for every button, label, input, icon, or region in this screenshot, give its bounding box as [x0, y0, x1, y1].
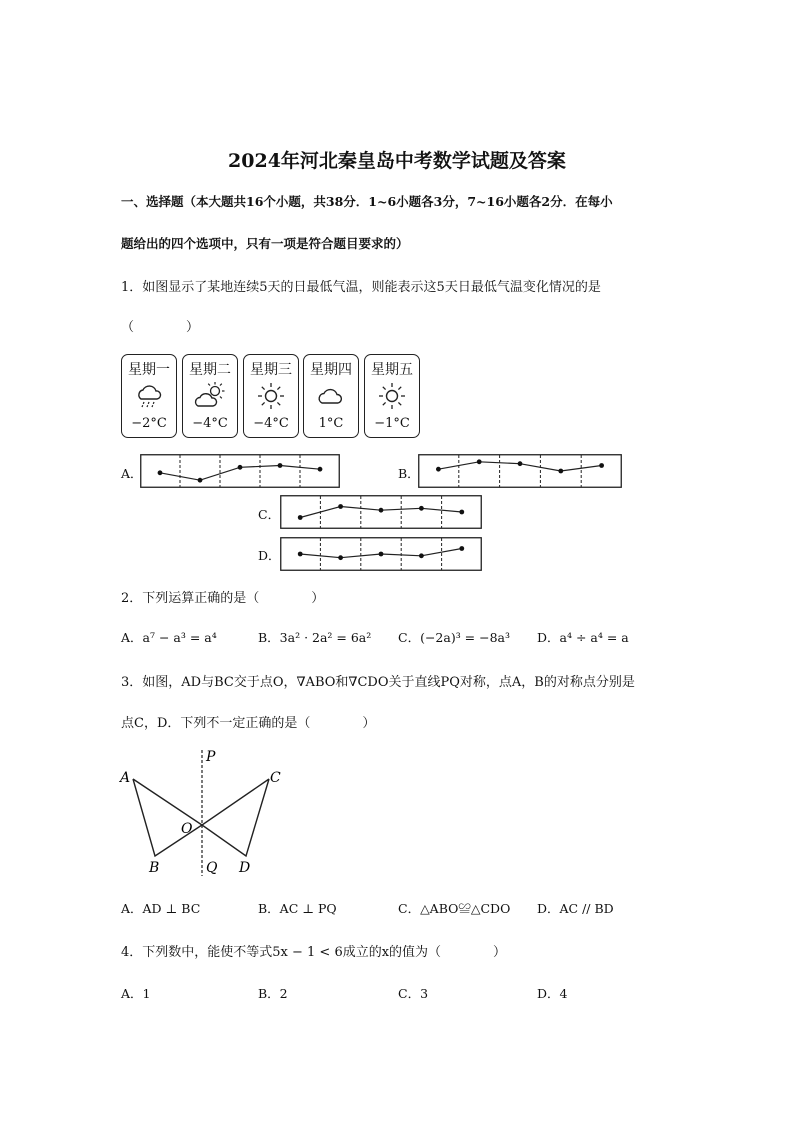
graph-point-a-3	[238, 465, 243, 470]
weather-card-temp: −4°C	[253, 416, 289, 431]
q1-option-c-label: C．	[258, 507, 281, 522]
weather-card-day: 星期二	[189, 362, 231, 378]
graph-point-b-2	[477, 459, 482, 464]
rain-cloud-icon	[134, 381, 164, 411]
graph-point-c-5	[459, 510, 464, 515]
weather-card-1	[121, 354, 177, 438]
q2-option-d: D．a⁴ ÷ a⁴ = a	[537, 630, 629, 645]
graph-frame	[419, 455, 622, 488]
section-heading-line-2: 题给出的四个选项中，只有一项是符合题目要求的）	[121, 236, 409, 251]
graph-point-d-1	[298, 552, 303, 557]
triangle-cdo	[202, 779, 269, 856]
graph-point-c-1	[298, 515, 303, 520]
q1-option-a-graph	[140, 454, 340, 488]
q3-geometry-figure	[118, 748, 293, 878]
q4-option-a: A．1	[121, 986, 151, 1001]
graph-point-d-3	[379, 552, 384, 557]
weather-card-temp: −2°C	[131, 416, 167, 431]
cloud-icon	[316, 381, 346, 411]
weather-card-4	[303, 354, 359, 438]
weather-card-temp: 1°C	[318, 416, 344, 431]
weather-card-2	[182, 354, 238, 438]
q3-option-c: C．△ABO≌△CDO	[398, 901, 511, 916]
graph-point-c-4	[419, 506, 424, 511]
q3-option-d: D．AC // BD	[537, 901, 614, 916]
page-title: 2024年河北秦皇岛中考数学试题及答案	[228, 150, 566, 172]
graph-point-a-5	[318, 467, 323, 472]
q4-stem: 4．下列数中，能使不等式5x − 1 < 6成立的x的值为（ ）	[121, 945, 507, 960]
q1-option-c-graph	[280, 495, 482, 529]
weather-card-day: 星期五	[371, 362, 413, 378]
q3-stem-line-1: 3．如图，AD与BC交于点O，∇ABO和∇CDO关于直线PQ对称，点A，B的对称点分别是	[121, 675, 635, 690]
weather-card-3	[243, 354, 299, 438]
graph-point-d-4	[419, 553, 424, 558]
q1-answer-paren: （ ）	[121, 320, 200, 335]
weather-card-day: 星期一	[128, 362, 170, 378]
q1-option-d-label: D．	[258, 548, 281, 563]
label-p: P	[206, 749, 216, 765]
graph-point-a-1	[158, 470, 163, 475]
triangle-abo	[133, 779, 202, 856]
q3-stem-line-2: 点C，D．下列不一定正确的是（ ）	[121, 716, 376, 731]
weather-card-day: 星期三	[250, 362, 292, 378]
label-o: O	[181, 821, 193, 837]
q3-option-b: B．AC ⊥ PQ	[258, 901, 337, 916]
label-a: A	[120, 770, 131, 786]
q2-option-b: B．3a² · 2a² = 6a²	[258, 630, 372, 645]
q2-option-a: A．a⁷ − a³ = a⁴	[121, 630, 217, 645]
label-b: B	[149, 860, 160, 876]
graph-point-c-2	[338, 504, 343, 509]
weather-card-5	[364, 354, 420, 438]
q2-option-c: C．(−2a)³ = −8a³	[398, 630, 511, 645]
q1-option-a-label: A．	[121, 466, 143, 481]
q4-option-d: D．4	[537, 986, 568, 1001]
sun-icon	[256, 381, 286, 411]
label-q: Q	[206, 860, 218, 876]
graph-point-c-3	[379, 508, 384, 513]
q1-option-b-label: B．	[398, 466, 420, 481]
graph-point-b-4	[558, 469, 563, 474]
graph-point-a-2	[198, 478, 203, 483]
section-heading-line-1: 一、选择题（本大题共16个小题，共38分．1~6小题各3分，7~16小题各2分．在每小	[121, 194, 613, 209]
q2-stem: 2．下列运算正确的是（ ）	[121, 591, 325, 606]
q4-option-c: C．3	[398, 986, 429, 1001]
q4-option-b: B．2	[258, 986, 288, 1001]
q3-option-a: A．AD ⊥ BC	[121, 901, 201, 916]
graph-point-d-5	[459, 546, 464, 551]
weather-card-day: 星期四	[310, 362, 352, 378]
label-d: D	[239, 860, 251, 876]
graph-point-a-4	[278, 463, 283, 468]
q1-option-d-graph	[280, 537, 482, 571]
sun-icon	[377, 381, 407, 411]
label-c: C	[270, 770, 281, 786]
graph-frame	[141, 455, 340, 488]
graph-point-b-5	[599, 463, 604, 468]
weather-card-temp: −1°C	[374, 416, 410, 431]
graph-point-b-3	[518, 461, 523, 466]
q1-option-b-graph	[418, 454, 622, 488]
partly-sunny-icon	[195, 381, 225, 411]
weather-card-temp: −4°C	[192, 416, 228, 431]
graph-point-d-2	[338, 555, 343, 560]
graph-point-b-1	[436, 467, 441, 472]
q1-stem: 1．如图显示了某地连续5天的日最低气温，则能表示这5天日最低气温变化情况的是	[121, 280, 601, 295]
